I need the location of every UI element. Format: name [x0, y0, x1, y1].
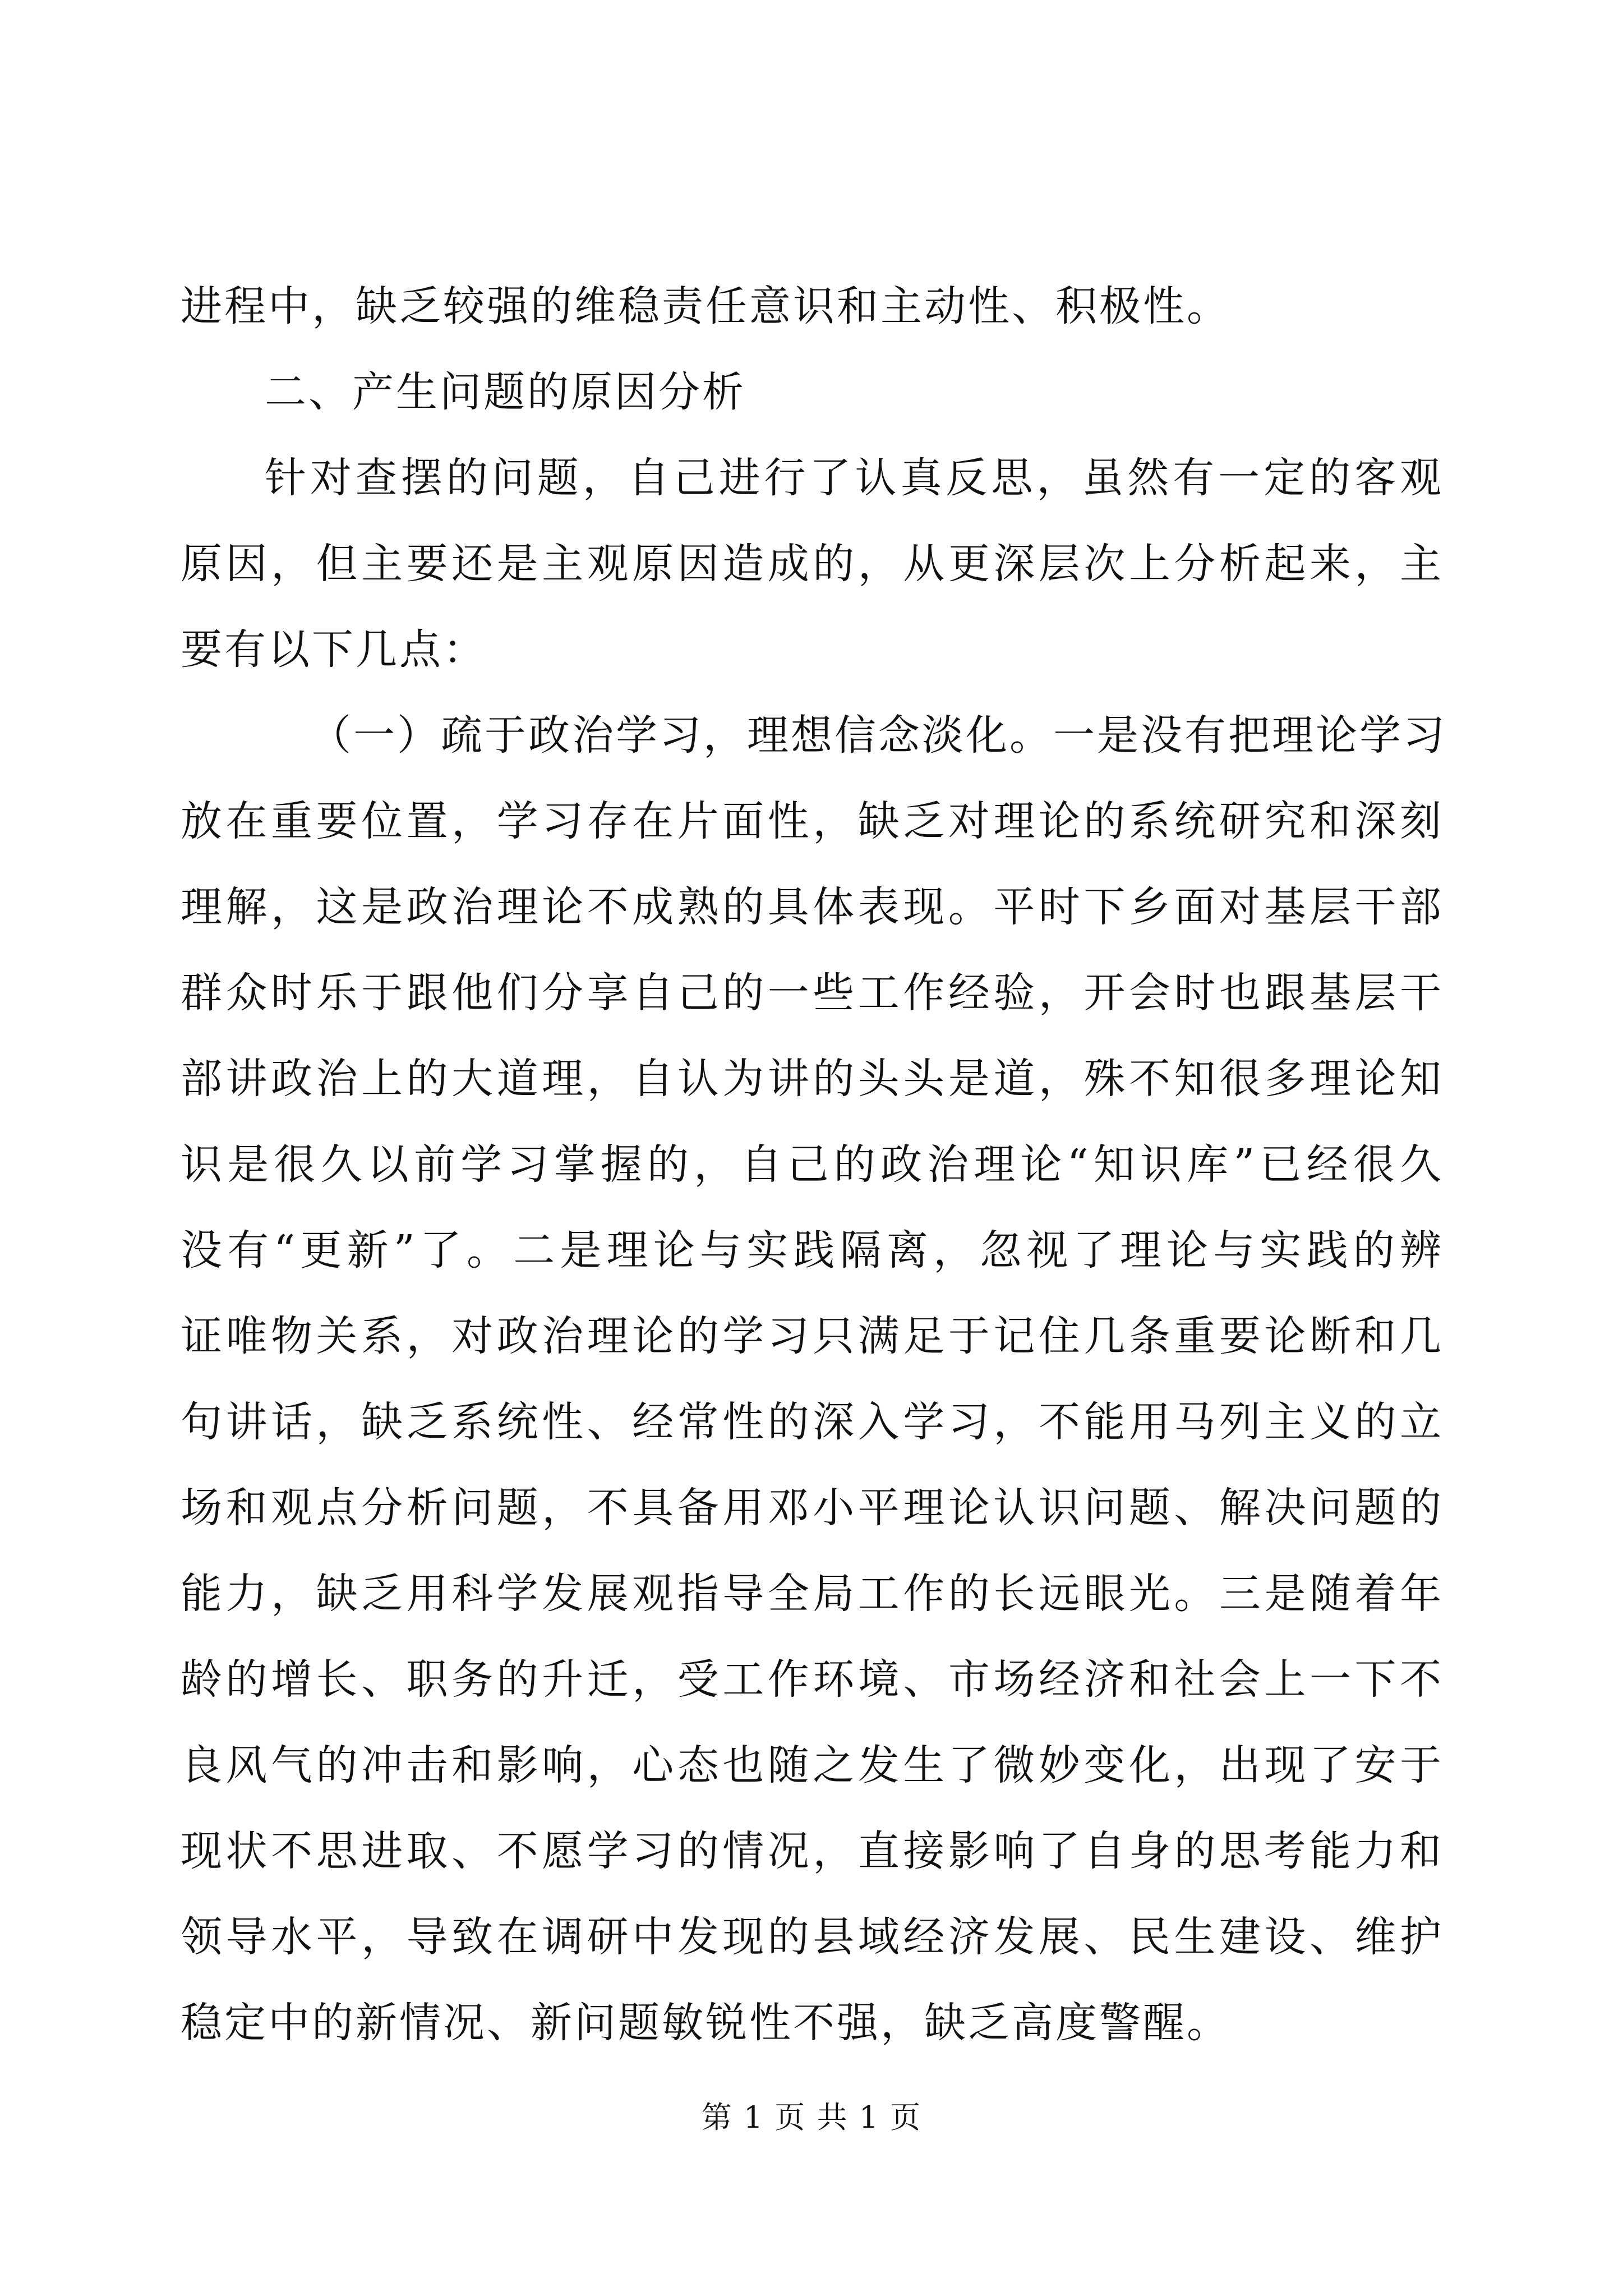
paragraph-line: 放在重要位置，学习存在片面性，缺乏对理论的系统研究和深刻: [181, 797, 1444, 845]
paragraph-line: 现状不思进取、不愿学习的情况，直接影响了自身的思考能力和: [181, 1827, 1444, 1875]
paragraph-line: 原因，但主要还是主观原因造成的，从更深层次上分析起来，主: [181, 540, 1444, 588]
paragraph-line: 识是很久以前学习掌握的，自己的政治理论“知识库”已经很久: [181, 1140, 1444, 1189]
section-heading: 二、产生问题的原因分析: [265, 368, 746, 416]
subsection-line: （一）疏于政治学习，理想信念淡化。一是没有把理论学习: [310, 711, 1447, 760]
paragraph-line: 能力，缺乏用科学发展观指导全局工作的长远眼光。三是随着年: [181, 1570, 1444, 1618]
body-text: [181, 264, 1447, 2066]
paragraph-line: 场和观点分析问题，不具备用邓小平理论认识问题、解决问题的: [181, 1484, 1444, 1532]
paragraph-line: 领导水平，导致在调研中发现的县域经济发展、民生建设、维护: [181, 1913, 1444, 1961]
page-footer: 第 1 页 共 1 页: [701, 2100, 922, 2135]
paragraph-line: 针对查摆的问题，自己进行了认真反思，虽然有一定的客观: [265, 454, 1444, 502]
paragraph-line: 龄的增长、职务的升迁，受工作环境、市场经济和社会上一下不: [181, 1655, 1444, 1704]
paragraph-line: 没有“更新”了。二是理论与实践隔离，忽视了理论与实践的辨: [181, 1226, 1444, 1274]
paragraph-line: 进程中，缺乏较强的维稳责任意识和主动性、积极性。: [181, 282, 1230, 330]
paragraph-line: 证唯物关系，对政治理论的学习只满足于记住几条重要论断和几: [181, 1312, 1444, 1360]
paragraph-line: 群众时乐于跟他们分享自己的一些工作经验，开会时也跟基层干: [181, 969, 1444, 1017]
paragraph-line: 理解，这是政治理论不成熟的具体表现。平时下乡面对基层干部: [181, 883, 1444, 931]
paragraph-line: 良风气的冲击和影响，心态也随之发生了微妙变化，出现了安于: [181, 1741, 1444, 1789]
paragraph-line: 稳定中的新情况、新问题敏锐性不强，缺乏高度警醒。: [181, 1999, 1230, 2047]
paragraph-line: 要有以下几点：: [181, 625, 487, 674]
paragraph-line: 句讲话，缺乏系统性、经常性的深入学习，不能用马列主义的立: [181, 1398, 1444, 1446]
paragraph-line: 部讲政治上的大道理，自认为讲的头头是道，殊不知很多理论知: [181, 1055, 1444, 1103]
